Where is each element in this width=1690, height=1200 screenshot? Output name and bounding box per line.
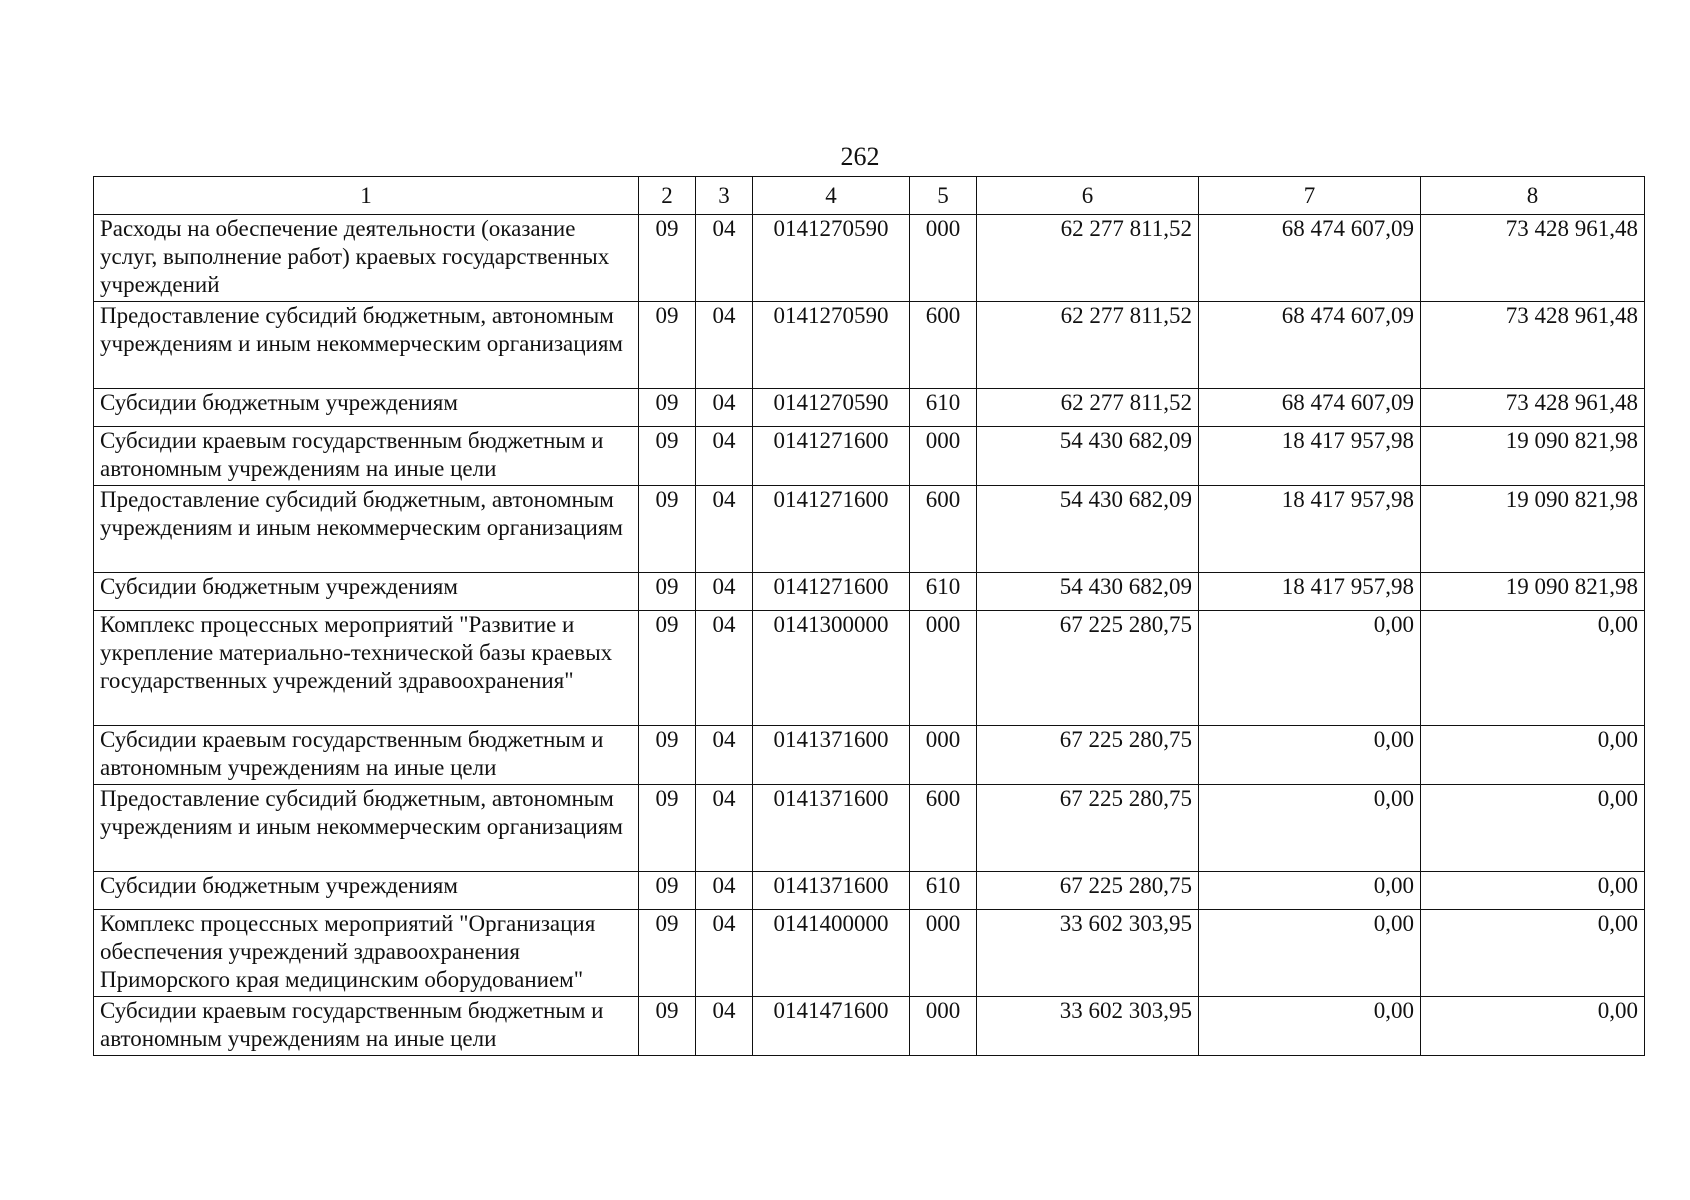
column-header: 7 — [1199, 177, 1421, 215]
section-code: 09 — [639, 872, 696, 910]
amount-col-7: 0,00 — [1199, 726, 1421, 785]
target-article-code: 0141270590 — [753, 215, 910, 302]
subsection-code: 04 — [696, 302, 753, 389]
row-name: Субсидии краевым государственным бюджетным и автономным учреждениям на иные цели — [94, 726, 639, 785]
row-name: Предоставление субсидий бюджетным, автономным учреждениям и иным некоммерческим организациям — [94, 785, 639, 872]
amount-col-7: 18 417 957,98 — [1199, 573, 1421, 611]
expense-type-code: 600 — [910, 785, 977, 872]
target-article-code: 0141271600 — [753, 427, 910, 486]
amount-col-7: 0,00 — [1199, 785, 1421, 872]
amount-col-7: 68 474 607,09 — [1199, 302, 1421, 389]
column-header: 5 — [910, 177, 977, 215]
table-row — [94, 997, 1645, 1056]
table-row — [94, 215, 1645, 302]
row-name: Предоставление субсидий бюджетным, автономным учреждениям и иным некоммерческим организациям — [94, 302, 639, 389]
section-code: 09 — [639, 389, 696, 427]
table-row — [94, 486, 1645, 573]
section-code: 09 — [639, 785, 696, 872]
page-number: 262 — [840, 142, 880, 171]
amount-col-7: 18 417 957,98 — [1199, 427, 1421, 486]
row-name: Расходы на обеспечение деятельности (оказание услуг, выполнение работ) краевых государственных учреждений — [94, 215, 639, 302]
target-article-code: 0141471600 — [753, 997, 910, 1056]
row-name: Субсидии бюджетным учреждениям — [94, 872, 639, 910]
subsection-code: 04 — [696, 215, 753, 302]
target-article-code: 0141270590 — [753, 389, 910, 427]
amount-col-6: 67 225 280,75 — [977, 785, 1199, 872]
target-article-code: 0141371600 — [753, 785, 910, 872]
subsection-code: 04 — [696, 389, 753, 427]
row-name: Предоставление субсидий бюджетным, автономным учреждениям и иным некоммерческим организациям — [94, 486, 639, 573]
target-article-code: 0141371600 — [753, 872, 910, 910]
section-code: 09 — [639, 215, 696, 302]
table-row — [94, 910, 1645, 997]
subsection-code: 04 — [696, 872, 753, 910]
expense-type-code: 610 — [910, 573, 977, 611]
budget-table — [93, 176, 1645, 1056]
section-code: 09 — [639, 486, 696, 573]
subsection-code: 04 — [696, 910, 753, 997]
column-header: 1 — [94, 177, 639, 215]
subsection-code: 04 — [696, 573, 753, 611]
table-row — [94, 785, 1645, 872]
amount-col-6: 54 430 682,09 — [977, 427, 1199, 486]
column-header: 6 — [977, 177, 1199, 215]
amount-col-6: 67 225 280,75 — [977, 872, 1199, 910]
amount-col-6: 62 277 811,52 — [977, 215, 1199, 302]
subsection-code: 04 — [696, 997, 753, 1056]
target-article-code: 0141371600 — [753, 726, 910, 785]
amount-col-8: 0,00 — [1421, 726, 1645, 785]
amount-col-8: 73 428 961,48 — [1421, 302, 1645, 389]
column-header: 4 — [753, 177, 910, 215]
amount-col-6: 67 225 280,75 — [977, 611, 1199, 726]
amount-col-6: 62 277 811,52 — [977, 389, 1199, 427]
amount-col-6: 54 430 682,09 — [977, 486, 1199, 573]
amount-col-8: 19 090 821,98 — [1421, 486, 1645, 573]
amount-col-8: 0,00 — [1421, 872, 1645, 910]
expense-type-code: 000 — [910, 726, 977, 785]
expense-type-code: 610 — [910, 389, 977, 427]
amount-col-7: 0,00 — [1199, 910, 1421, 997]
column-header: 2 — [639, 177, 696, 215]
target-article-code: 0141271600 — [753, 486, 910, 573]
row-name: Субсидии краевым государственным бюджетным и автономным учреждениям на иные цели — [94, 997, 639, 1056]
section-code: 09 — [639, 611, 696, 726]
amount-col-8: 0,00 — [1421, 997, 1645, 1056]
target-article-code: 0141400000 — [753, 910, 910, 997]
table-row — [94, 872, 1645, 910]
table-row — [94, 573, 1645, 611]
row-name: Субсидии краевым государственным бюджетным и автономным учреждениям на иные цели — [94, 427, 639, 486]
row-name: Комплекс процессных мероприятий "Развитие и укрепление материально-технической базы краевых государственных учреждений здравоохранения" — [94, 611, 639, 726]
section-code: 09 — [639, 910, 696, 997]
section-code: 09 — [639, 726, 696, 785]
amount-col-8: 73 428 961,48 — [1421, 389, 1645, 427]
section-code: 09 — [639, 427, 696, 486]
expense-type-code: 600 — [910, 302, 977, 389]
table-row — [94, 726, 1645, 785]
table-row — [94, 427, 1645, 486]
subsection-code: 04 — [696, 427, 753, 486]
row-name: Комплекс процессных мероприятий "Организация обеспечения учреждений здравоохранения Приморского края медицинским оборудованием" — [94, 910, 639, 997]
amount-col-6: 54 430 682,09 — [977, 573, 1199, 611]
section-code: 09 — [639, 573, 696, 611]
expense-type-code: 000 — [910, 997, 977, 1056]
amount-col-8: 0,00 — [1421, 611, 1645, 726]
expense-type-code: 000 — [910, 427, 977, 486]
expense-type-code: 000 — [910, 910, 977, 997]
amount-col-6: 67 225 280,75 — [977, 726, 1199, 785]
expense-type-code: 000 — [910, 611, 977, 726]
subsection-code: 04 — [696, 726, 753, 785]
amount-col-7: 0,00 — [1199, 997, 1421, 1056]
column-header: 8 — [1421, 177, 1645, 215]
expense-type-code: 600 — [910, 486, 977, 573]
row-name: Субсидии бюджетным учреждениям — [94, 573, 639, 611]
row-name: Субсидии бюджетным учреждениям — [94, 389, 639, 427]
amount-col-7: 68 474 607,09 — [1199, 215, 1421, 302]
amount-col-7: 0,00 — [1199, 611, 1421, 726]
table-row — [94, 302, 1645, 389]
table-row — [94, 611, 1645, 726]
amount-col-8: 19 090 821,98 — [1421, 427, 1645, 486]
column-header: 3 — [696, 177, 753, 215]
amount-col-7: 18 417 957,98 — [1199, 486, 1421, 573]
expense-type-code: 610 — [910, 872, 977, 910]
amount-col-8: 73 428 961,48 — [1421, 215, 1645, 302]
amount-col-8: 0,00 — [1421, 910, 1645, 997]
table-row — [94, 389, 1645, 427]
section-code: 09 — [639, 302, 696, 389]
amount-col-8: 19 090 821,98 — [1421, 573, 1645, 611]
amount-col-7: 68 474 607,09 — [1199, 389, 1421, 427]
amount-col-7: 0,00 — [1199, 872, 1421, 910]
subsection-code: 04 — [696, 486, 753, 573]
section-code: 09 — [639, 997, 696, 1056]
amount-col-6: 62 277 811,52 — [977, 302, 1199, 389]
subsection-code: 04 — [696, 785, 753, 872]
amount-col-6: 33 602 303,95 — [977, 997, 1199, 1056]
expense-type-code: 000 — [910, 215, 977, 302]
amount-col-6: 33 602 303,95 — [977, 910, 1199, 997]
subsection-code: 04 — [696, 611, 753, 726]
target-article-code: 0141271600 — [753, 573, 910, 611]
target-article-code: 0141270590 — [753, 302, 910, 389]
target-article-code: 0141300000 — [753, 611, 910, 726]
column-number-header — [94, 177, 1645, 215]
amount-col-8: 0,00 — [1421, 785, 1645, 872]
